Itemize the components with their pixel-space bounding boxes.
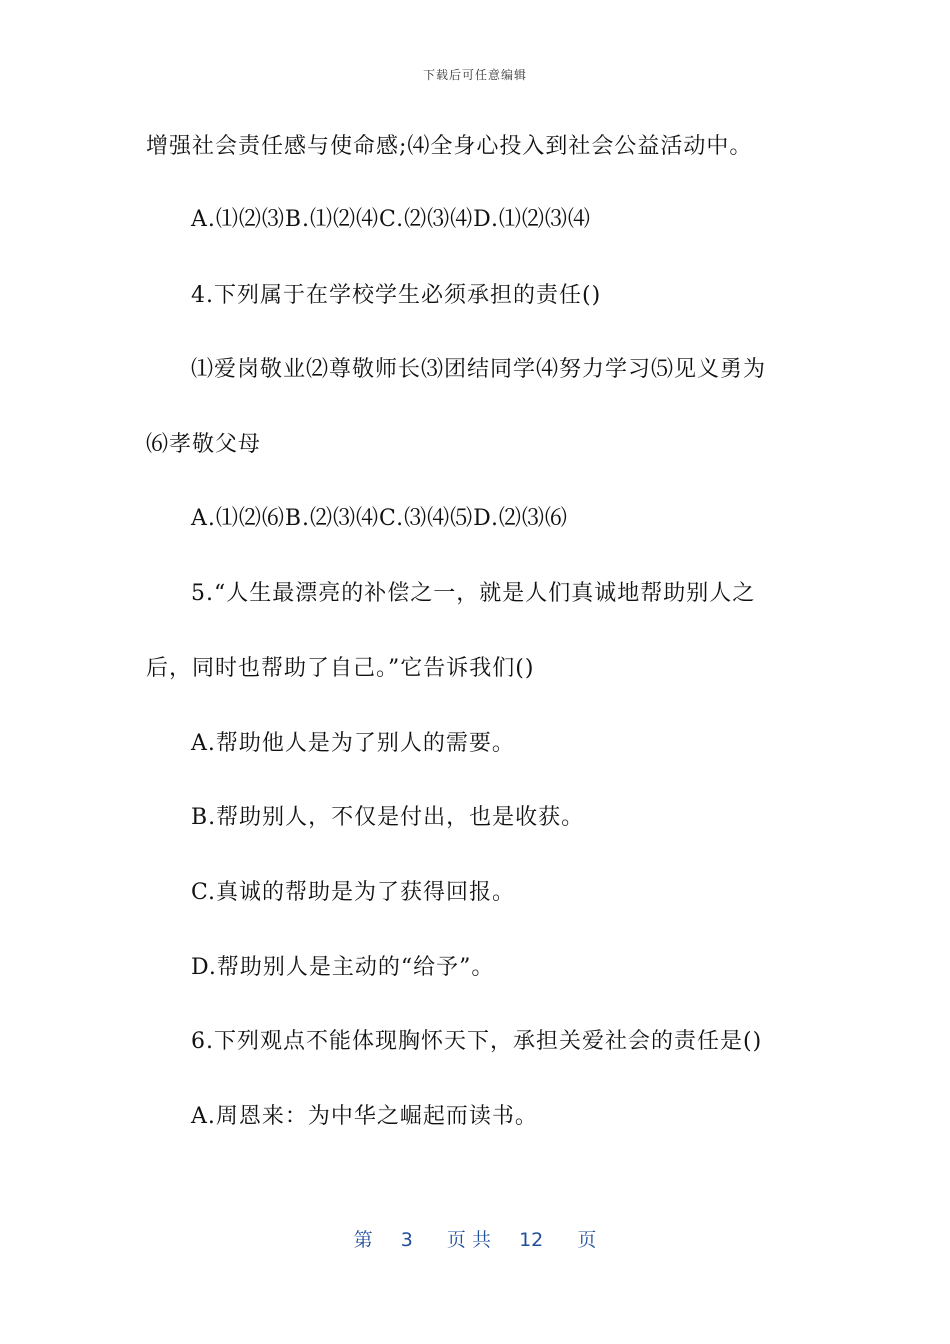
- text-line-5: ⑹孝敬父母: [146, 432, 262, 457]
- option-c: C.真诚的帮助是为了获得回报。: [191, 880, 516, 905]
- footer-page-number: 3: [400, 1229, 413, 1251]
- question-6: 6.下列观点不能体现胸怀天下，承担关爱社会的责任是(): [191, 1029, 763, 1054]
- question-4: 4.下列属于在学校学生必须承担的责任(): [191, 283, 602, 308]
- text-line-6: A.⑴⑵⑹B.⑵⑶⑷C.⑶⑷⑸D.⑵⑶⑹: [191, 506, 568, 531]
- text-line-2: A.⑴⑵⑶B.⑴⑵⑷C.⑵⑶⑷D.⑴⑵⑶⑷: [191, 207, 591, 232]
- footer-prefix: 第: [353, 1229, 373, 1251]
- option-b: B.帮助别人，不仅是付出，也是收获。: [191, 805, 585, 830]
- footer-middle: 页 共: [446, 1229, 491, 1251]
- option-a: A.帮助他人是为了别人的需要。: [191, 731, 515, 756]
- text-line-8: 后，同时也帮助了自己。”它告诉我们(): [146, 656, 535, 681]
- footer-total-pages: 12: [519, 1229, 544, 1251]
- page-header: 下载后可任意编辑: [422, 68, 527, 82]
- page-footer: [0, 1225, 950, 1252]
- option-d: D.帮助别人是主动的“给予”。: [191, 955, 495, 980]
- text-line-1: 增强社会责任感与使命感;⑷全身心投入到社会公益活动中。: [146, 134, 753, 159]
- footer-suffix: 页: [577, 1229, 597, 1251]
- text-line-14: A.周恩来：为中华之崛起而读书。: [191, 1104, 538, 1129]
- text-line-4: ⑴爱岗敬业⑵尊敬师长⑶团结同学⑷努力学习⑸见义勇为: [191, 357, 767, 382]
- question-5: 5.“人生最漂亮的补偿之一，就是人们真诚地帮助别人之: [191, 581, 756, 606]
